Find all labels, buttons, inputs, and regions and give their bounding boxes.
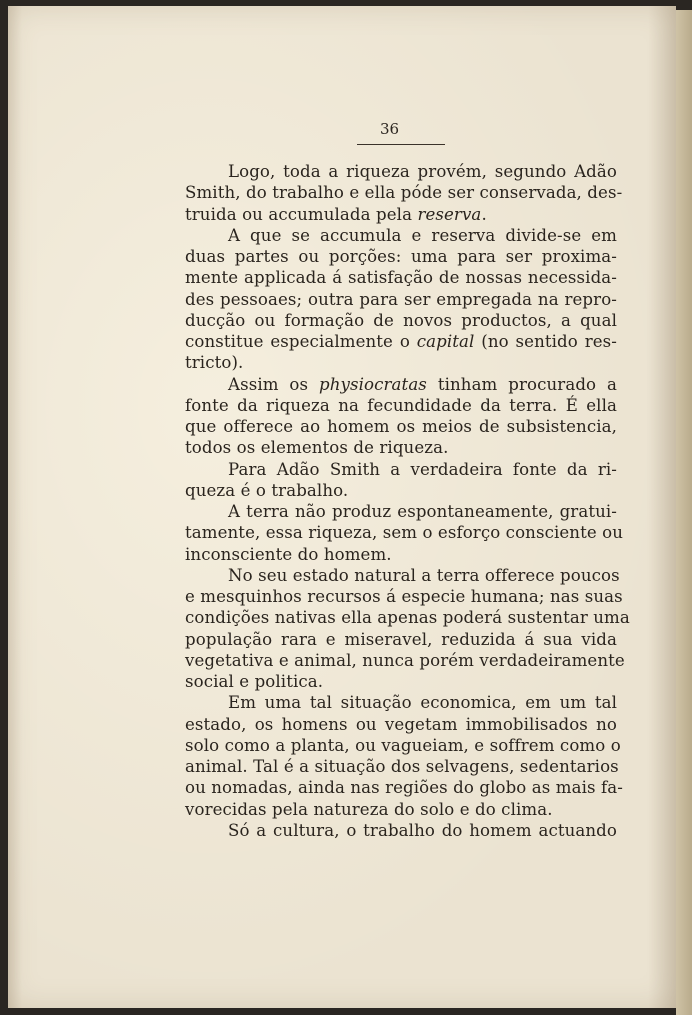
text-segment: truida ou accumulada pela bbox=[185, 204, 418, 224]
italic-term: reserva bbox=[417, 204, 482, 224]
text-line: população rara e miseravel, reduzida á sua vida bbox=[185, 629, 617, 649]
text-line: A que se accumula e reserva divide-se em bbox=[228, 225, 617, 245]
text-segment: Assim os bbox=[228, 374, 320, 394]
text-line: A terra não produz espontaneamente, gratui- bbox=[228, 502, 617, 521]
text-line: que offerece ao homem os meios de subsistencia, bbox=[185, 417, 617, 436]
text-line: estado, os homens ou vegetam immobilisados no bbox=[185, 714, 617, 734]
text-line: tricto). bbox=[185, 353, 244, 373]
text-line: mente applicada á satisfação de nossas necessida- bbox=[185, 268, 617, 288]
text-line: Logo, toda a riqueza provém, segundo Adão bbox=[228, 162, 617, 181]
text-line: Em uma tal situação economica, em um tal bbox=[228, 693, 617, 713]
text-line: des pessoaes; outra para ser empregada na repro- bbox=[185, 289, 617, 309]
text-line: fonte da riqueza na fecundidade da terra. É ella bbox=[185, 395, 617, 415]
text-line: solo como a planta, ou vagueiam, e soffrem como o bbox=[185, 735, 621, 755]
next-page-edge bbox=[676, 10, 692, 1015]
text-line: tamente, essa riqueza, sem o esforço consciente ou bbox=[185, 523, 624, 543]
text-segment: (no sentido res- bbox=[474, 332, 617, 351]
text-line bbox=[185, 374, 617, 395]
text-line bbox=[185, 204, 617, 225]
text-line: inconsciente do homem. bbox=[185, 544, 392, 564]
header-rule bbox=[357, 144, 445, 145]
text-line: No seu estado natural a terra offerece poucos bbox=[228, 565, 620, 585]
text-line: todos os elementos de riqueza. bbox=[185, 438, 449, 458]
text-line: social e politica. bbox=[185, 672, 324, 691]
text-line: vegetativa e animal, nunca porém verdadeiramente bbox=[185, 650, 625, 670]
body-text bbox=[185, 161, 630, 841]
text-line: condições nativas ella apenas poderá sustentar uma bbox=[185, 608, 630, 628]
text-segment: tinham procurado a bbox=[426, 374, 618, 394]
text-line: e mesquinhos recursos á especie humana; nas suas bbox=[185, 587, 623, 606]
text-line: Para Adão Smith a verdadeira fonte da ri- bbox=[228, 459, 617, 479]
text-line: ducção ou formação de novos productos, a qual bbox=[185, 310, 617, 330]
text-line: Só a cultura, o trabalho do homem actuando bbox=[228, 820, 617, 840]
text-line bbox=[185, 331, 617, 352]
text-segment: . bbox=[481, 204, 487, 224]
page-number: 36 bbox=[380, 120, 400, 138]
text-line: vorecidas pela natureza do solo e do clima. bbox=[185, 799, 553, 819]
text-line: ou nomadas, ainda nas regiões do globo as mais fa- bbox=[185, 778, 623, 798]
italic-term: capital bbox=[416, 332, 475, 351]
italic-term: physiocratas bbox=[319, 374, 427, 394]
text-line: animal. Tal é a situação dos selvagens, sedentarios bbox=[185, 757, 619, 776]
text-line: duas partes ou porções: uma para ser proxima- bbox=[185, 247, 617, 266]
text-line: Smith, do trabalho e ella póde ser conservada, des- bbox=[185, 183, 623, 203]
text-segment: constitue especialmente o bbox=[185, 332, 417, 351]
text-line: queza é o trabalho. bbox=[185, 480, 349, 500]
